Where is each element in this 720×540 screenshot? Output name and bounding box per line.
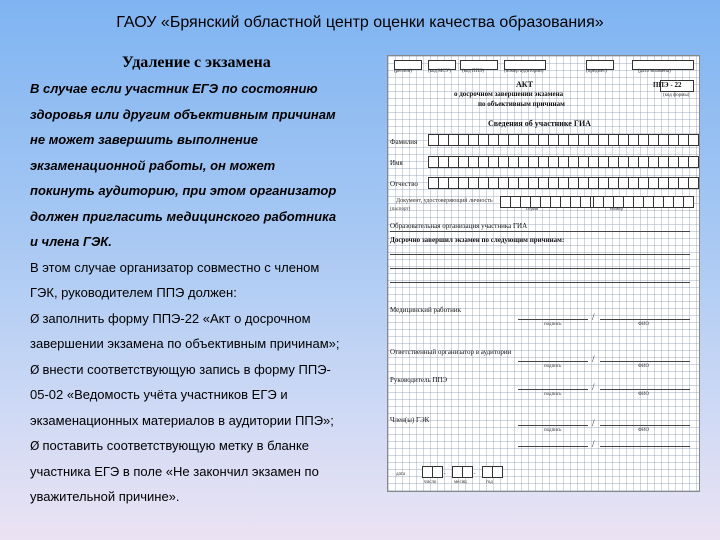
slide-body-text <box>30 76 375 510</box>
text-line <box>30 331 375 357</box>
text-line <box>30 306 375 332</box>
date-label: дата <box>396 472 406 477</box>
signature-label: подпись <box>544 322 562 327</box>
form-top-label: (номер аудитории) <box>504 69 544 74</box>
text-line-content: ГЭК, руководителем ППЭ должен: <box>30 285 237 300</box>
fio-label: ФИО <box>638 392 650 397</box>
text-line-content: завершении экзамена по объективным причинам»; <box>30 336 340 351</box>
text-line-content: поставить соответствующую метку в бланке <box>42 438 310 453</box>
text-line-content: участника ЕГЭ в поле «Не закончил экзамен по <box>30 463 319 479</box>
text-line-content: уважительной причине». <box>30 489 180 504</box>
text-line <box>30 153 375 179</box>
form-top-label: (предмет) <box>586 69 607 74</box>
text-line-content: В случае если участник ЕГЭ по состоянию <box>30 81 318 96</box>
text-line-content: экзаменационных материалов в аудитории ППЭ»; <box>30 412 334 428</box>
name-cells <box>428 156 700 168</box>
document-series-cells <box>500 196 600 208</box>
act-title: АКТ <box>516 80 533 89</box>
date-day-cells <box>422 466 442 478</box>
gek-label: Член(ы) ГЭК <box>390 416 430 424</box>
text-line <box>30 280 375 306</box>
text-line <box>30 178 375 204</box>
signature-label: подпись <box>544 392 562 397</box>
text-line <box>30 433 375 459</box>
act-subtitle-1: о досрочном завершении экзамена <box>454 90 564 98</box>
form-ppe22-image: (регион) (код МСУ) (код ППЭ) (номер аудитории) (предмет) (дата экзамена) АКТ ППЭ - 22 (код формы) о досрочном завершении экзамена по объективным причинам Сведения об участнике ГИА Фамилия Имя Отчество Документ, удостоверяющий личность (паспорт) серия номер Образовательная организация участника ГИА Досрочно завершил экзамен по следующим причинам: Медицинский работник / подпись ФИО Ответственный организатор в аудитории / подпись ФИО Руководитель ППЭ / подпись ФИО Член(ы) ГЭК / подпись ФИО / дата . . число месяц год <box>387 55 700 492</box>
organization-label: Образовательная организация участника ГИА <box>390 222 528 230</box>
surname-cells <box>428 134 700 146</box>
text-line-content: В этом случае организатор совместно с членом <box>30 259 320 275</box>
organizer-label: Ответственный организатор в аудитории <box>390 348 512 356</box>
document-label: Документ, удостоверяющий личность <box>396 198 493 204</box>
fio-label: ФИО <box>638 364 650 369</box>
text-line <box>30 76 375 102</box>
surname-label: Фамилия <box>390 138 418 146</box>
section-title: Сведения об участнике ГИА <box>488 119 591 128</box>
fio-label: ФИО <box>638 428 650 433</box>
text-line <box>30 459 375 485</box>
text-line <box>30 255 375 281</box>
patronymic-cells <box>428 177 700 189</box>
text-line <box>30 408 375 434</box>
head-label: Руководитель ППЭ <box>390 376 448 384</box>
text-line <box>30 229 375 255</box>
act-subtitle-2: по объективным причинам <box>478 100 565 108</box>
text-line <box>30 204 375 230</box>
text-line-content: внести соответствующую запись в форму ППЭ- <box>42 361 331 377</box>
text-line-content: заполнить форму ППЭ-22 «Акт о досрочном <box>42 310 311 326</box>
document-note: (паспорт) <box>390 207 411 212</box>
text-line <box>30 102 375 128</box>
medic-label: Медицинский работник <box>390 306 461 314</box>
month-label: месяц <box>454 480 467 485</box>
form-top-label: (дата экзамена) <box>638 69 671 74</box>
signature-label: подпись <box>544 428 562 433</box>
signature-label: подпись <box>544 364 562 369</box>
text-line-content: не может завершить выполнение <box>30 132 259 147</box>
bullet-arrow-icon: Ø <box>30 439 40 453</box>
form-code: ППЭ - 22 <box>653 81 682 89</box>
text-line-content: 05-02 «Ведомость учёта участников ЕГЭ и <box>30 387 288 402</box>
text-line-content: должен пригласить медицинского работника <box>30 208 337 224</box>
document-number-cells <box>593 196 693 208</box>
text-line-content: экзаменационной работы, он может <box>30 157 276 173</box>
form-top-label: (код ППЭ) <box>462 69 485 74</box>
text-line <box>30 357 375 383</box>
text-line <box>30 127 375 153</box>
slide-subtitle: Удаление с экзамена <box>122 54 271 71</box>
text-line-content: и члена ГЭК. <box>30 234 112 249</box>
fio-label: ФИО <box>638 322 650 327</box>
year-label: год <box>486 480 493 485</box>
bullet-arrow-icon: Ø <box>30 311 40 326</box>
date-month-cells <box>452 466 472 478</box>
form-top-label: (регион) <box>394 69 412 74</box>
text-line-content: здоровья или другим объективным причинам <box>30 106 336 122</box>
text-line <box>30 382 375 408</box>
form-code-note: (код формы) <box>663 93 690 98</box>
patronymic-label: Отчество <box>390 180 418 188</box>
date-year-cells <box>482 466 502 478</box>
number-label: номер <box>610 207 623 212</box>
text-line <box>30 484 375 510</box>
bullet-arrow-icon: Ø <box>30 362 40 377</box>
day-label: число <box>424 480 437 485</box>
completion-label: Досрочно завершил экзамен по следующим причинам: <box>390 236 565 244</box>
name-label: Имя <box>390 159 403 167</box>
form-top-label: (код МСУ) <box>428 69 451 74</box>
text-line-content: покинуть аудиторию, при этом организатор <box>30 183 337 198</box>
series-label: серия <box>526 207 538 212</box>
organization-title: ГАОУ «Брянский областной центр оценки качества образования» <box>116 14 604 31</box>
